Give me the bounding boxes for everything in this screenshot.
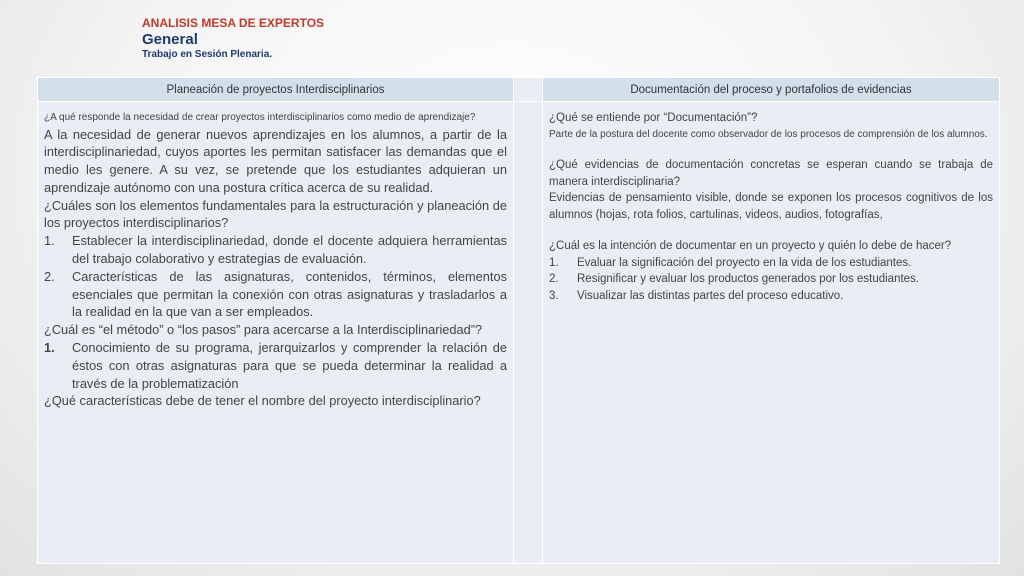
list-item: 1. Evaluar la significación del proyecto en la vida de los estudiantes. (549, 256, 912, 269)
slide-subtitle: Trabajo en Sesión Plenaria. (142, 49, 273, 60)
list-item: 1. Conocimiento de su programa, jerarquizarlos y comprender la relación de éstos con otras asignaturas para que se pueda determinar la realidad a través de la problematización (44, 340, 507, 391)
documentation-intent-list (549, 255, 993, 305)
planning-cell (38, 102, 514, 564)
column-header-planning: Planeación de proyectos Interdisciplinarios (38, 78, 514, 102)
documentation-question-3: ¿Cuál es la intención de documentar en un proyecto y quién lo debe de hacer? (549, 240, 952, 252)
documentation-question-2: ¿Qué evidencias de documentación concretas se esperan cuando se trabaja de manera interdisciplinaria? (549, 159, 993, 188)
documentation-cell (543, 102, 1000, 564)
analysis-table (37, 77, 1000, 564)
planning-method-list (44, 339, 507, 392)
planning-question-2: ¿Cuáles son los elementos fundamentales para la estructuración y planeación de los proyectos interdisciplinarios? (44, 197, 507, 231)
list-item: 2. Resignificar y evaluar los productos generados por los estudiantes. (549, 273, 919, 285)
table-body-row (38, 102, 1000, 564)
slide-kicker: ANALISIS MESA DE EXPERTOS (142, 16, 325, 30)
list-item: 1. Establecer la interdisciplinariedad, donde el docente adquiera herramientas del trabajo colaborativo y estrategias de evaluación. (44, 233, 507, 267)
list-item: 2. Características de las asignaturas, contenidos, términos, elementos esenciales que permitan la conexión con otras asignaturas y trasladarlos a la realidad en la que van a ser empleados. (44, 268, 507, 320)
column-header-documentation: Documentación del proceso y portafolios de evidencias (543, 78, 1000, 102)
documentation-question-1: ¿Qué se entiende por “Documentación”? (549, 112, 758, 124)
documentation-answer-1: Parte de la postura del docente como observador de los procesos de comprensión de los alumnos. (549, 128, 988, 140)
list-item: 3. Visualizar las distintas partes del proceso educativo. (549, 289, 844, 302)
slide-heading (142, 16, 324, 61)
column-spacer (514, 78, 543, 102)
planning-answer-1: A la necesidad de generar nuevos aprendizajes en los alumnos, a partir de la interdisciplinariedad, cuyos aportes les permitan satisfacer las demandas que el medio les genere. A su vez, se pretende que los estudiantes adquieran un aprendizaje autónomo con una postura crítica acerca de su realidad. (44, 126, 507, 195)
slide-title: General (142, 31, 198, 48)
column-spacer (514, 102, 543, 564)
planning-question-3: ¿Cuál es “el método” o “los pasos” para acercarse a la Interdisciplinariedad”? (44, 322, 483, 338)
planning-elements-list (44, 232, 507, 321)
planning-question-4: ¿Qué características debe de tener el nombre del proyecto interdisciplinario? (44, 393, 481, 409)
documentation-answer-2: Evidencias de pensamiento visible, donde se exponen los procesos cognitivos de los alumnos (hojas, rota folios, cartulinas, videos, audios, fotografías, (549, 192, 993, 221)
planning-question-1: ¿A qué responde la necesidad de crear proyectos interdisciplinarios como medio de aprendizaje? (44, 112, 476, 123)
table-header-row (38, 78, 1000, 102)
